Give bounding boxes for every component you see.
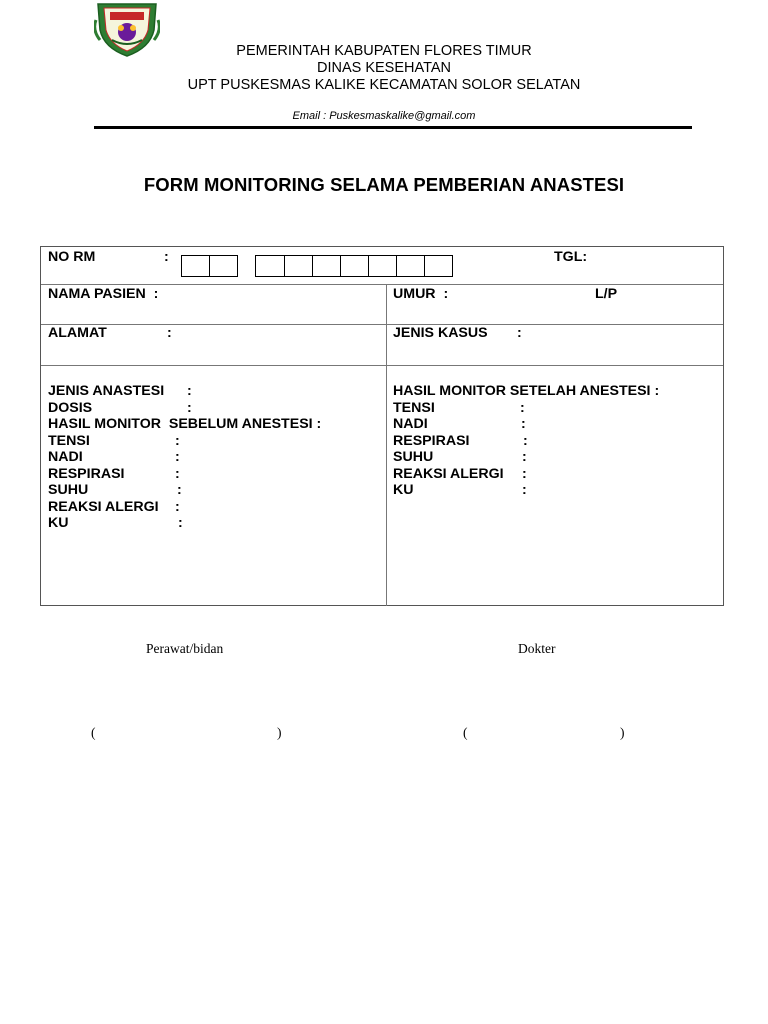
- colon-alamat: :: [167, 325, 172, 341]
- right-ku-colon: :: [522, 482, 527, 498]
- right-tensi-colon: :: [520, 399, 525, 416]
- right-reaksi-alergi-colon: :: [522, 465, 527, 482]
- form-table: [40, 246, 724, 606]
- right-reaksi-alergi: REAKSI ALERGI: [393, 465, 504, 482]
- signature-left-close-paren: ): [277, 725, 282, 740]
- label-nama-pasien: NAMA PASIEN :: [48, 286, 159, 302]
- left-tensi-colon: :: [175, 432, 180, 449]
- digit-cell-divider: [340, 256, 341, 276]
- left-dosis-colon: :: [187, 399, 192, 416]
- signature-role-dokter: Dokter: [518, 641, 556, 656]
- left-dosis: DOSIS: [48, 399, 93, 416]
- signature-role-perawat: Perawat/bidan: [146, 641, 224, 656]
- left-jenis-anastesi: JENIS ANASTESI: [48, 383, 165, 399]
- signature-right-close-paren: ): [620, 725, 625, 740]
- colon-jenis-kasus: :: [517, 325, 522, 341]
- left-ku-colon: :: [178, 515, 183, 531]
- right-nadi: NADI: [393, 416, 428, 432]
- header-line-department: DINAS KESEHATAN: [316, 60, 452, 76]
- right-hasil-setelah: HASIL MONITOR SETELAH ANESTESI :: [393, 383, 660, 399]
- label-jenis-kasus: JENIS KASUS: [393, 325, 488, 341]
- header-line-government: PEMERINTAH KABUPATEN FLORES TIMUR: [236, 43, 532, 59]
- no-rm-box-group-1[interactable]: [181, 255, 238, 277]
- right-ku: KU: [393, 482, 414, 498]
- right-tensi: TENSI: [393, 399, 435, 416]
- digit-cell-divider: [284, 256, 285, 276]
- right-respirasi: RESPIRASI: [393, 432, 470, 449]
- left-suhu-colon: :: [177, 482, 182, 498]
- digit-cell-divider: [209, 256, 210, 276]
- right-suhu: SUHU: [393, 449, 434, 465]
- header-line-unit: UPT PUSKESMAS KALIKE KECAMATAN SOLOR SELATAN: [187, 77, 581, 93]
- row-divider: [41, 365, 723, 366]
- column-divider: [386, 284, 387, 606]
- no-rm-box-group-2[interactable]: [255, 255, 453, 277]
- left-ku: KU: [48, 515, 69, 531]
- left-nadi: NADI: [48, 449, 83, 465]
- left-jenis-anastesi-colon: :: [187, 383, 192, 399]
- left-nadi-colon: :: [175, 449, 180, 465]
- digit-cell-divider: [312, 256, 313, 276]
- label-lp: L/P: [595, 286, 618, 302]
- row-divider: [41, 324, 723, 325]
- digit-cell-divider: [368, 256, 369, 276]
- right-suhu-colon: :: [522, 449, 527, 465]
- left-respirasi: RESPIRASI: [48, 465, 125, 482]
- form-title: FORM MONITORING SELAMA PEMBERIAN ANASTESI: [143, 174, 625, 195]
- left-respirasi-colon: :: [175, 465, 180, 482]
- header-email: Email : Puskesmaskalike@gmail.com: [292, 110, 476, 122]
- digit-cell-divider: [424, 256, 425, 276]
- right-respirasi-colon: :: [523, 432, 528, 449]
- left-suhu: SUHU: [48, 482, 89, 498]
- left-reaksi-alergi-colon: :: [175, 498, 180, 515]
- left-tensi: TENSI: [48, 432, 90, 449]
- label-alamat: ALAMAT: [48, 325, 107, 341]
- signature-left-open-paren: (: [91, 725, 96, 740]
- left-hasil-sebelum: HASIL MONITOR SEBELUM ANESTESI :: [48, 416, 322, 432]
- label-tgl: TGL:: [554, 249, 588, 265]
- digit-cell-divider: [396, 256, 397, 276]
- right-nadi-colon: :: [521, 416, 526, 432]
- signature-right-open-paren: (: [463, 725, 468, 740]
- colon-no-rm: :: [164, 249, 169, 265]
- label-no-rm: NO RM: [48, 249, 96, 265]
- header-divider: [94, 126, 692, 129]
- row-divider: [41, 284, 723, 285]
- left-reaksi-alergi: REAKSI ALERGI: [48, 498, 159, 515]
- label-umur: UMUR :: [393, 286, 449, 302]
